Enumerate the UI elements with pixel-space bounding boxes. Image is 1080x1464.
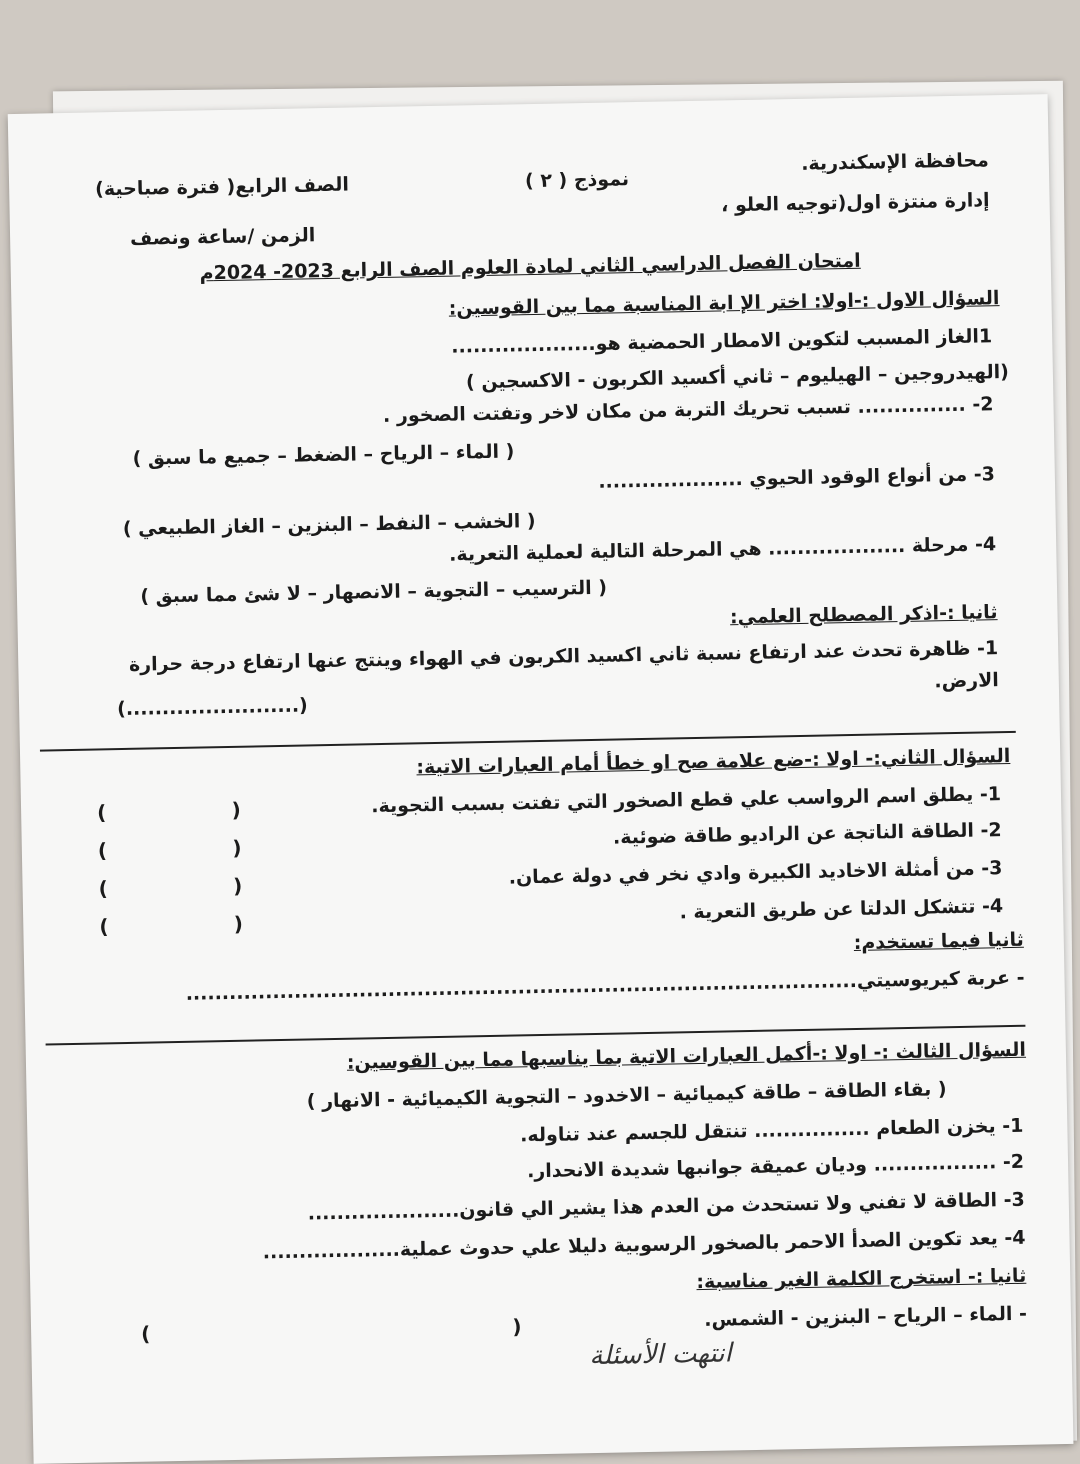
q3-part2-title: ثانيا :- استخرج الكلمة الغير مناسبة: — [696, 1264, 1027, 1294]
q1-item-4: 4- مرحلة ................... هي المرحلة التالية لعملية التعرية. — [448, 533, 997, 566]
answer-paren-1: ( ) — [96, 797, 241, 825]
q3-part2-item: - الماء – الرياح – البنزين - الشمس. — [704, 1302, 1028, 1331]
q3-options: ( بقاء الطاقة – طاقة كيميائية – الاخدود – التجوية الكيميائية - الانهار ) — [306, 1078, 947, 1113]
q1-title: السؤال الاول :-اولا: اختر الإ ابة المناسبة مما بين القوسين: — [448, 287, 1000, 320]
q3-title: السؤال الثالث :- اولا :-أكمل العبارات الاتية بما يناسبها مما بين القوسين: — [346, 1038, 1027, 1074]
q1-part2-line2: الارض. — [934, 669, 999, 693]
q1-item-3: 3- من أنواع الوقود الحيوي .................... — [598, 463, 996, 493]
answer-paren-3: ( ) — [98, 873, 243, 901]
q1-options-2: ( الماء – الرياح – الضغط – جميع ما سبق ) — [132, 440, 515, 470]
q1-part2-line1: 1- ظاهرة تحدث عند ارتفاع نسبة ثاني اكسيد الكربون في الهواء وينتج عنها ارتفاع درجة حرارة — [128, 637, 999, 676]
q2-item-4: 4- تتشكل الدلتا عن طريق التعرية . — [679, 895, 1004, 924]
q3-item-2: 2- ................. وديان عميقة جوانبها شديدة الانحدار. — [526, 1150, 1025, 1183]
q2-item-2: 2- الطاقة الناتجة عن الراديو طاقة ضوئية. — [612, 819, 1002, 849]
q1-options-3: ( الخشب – النفط – البنزين – الغاز الطبيعي ) — [122, 510, 536, 540]
q1-item-1: 1الغاز المسبب لتكوين الامطار الحمضية هو.................... — [451, 325, 993, 358]
q2-part2-item: - عربة كيريوسيتي............................................................................................. — [185, 966, 1025, 1005]
q3-item-3: 3- الطاقة لا تفني ولا تستحدث من العدم هذا يشير الي قانون..................... — [307, 1188, 1025, 1225]
governorate-label: محافظة الإسكندرية. — [800, 149, 990, 175]
q2-item-1: 1- يطلق اسم الرواسب علي قطع الصخور التي تفتت بسبب التجوية. — [371, 783, 1002, 818]
q3-item-4: 4- يعد تكوين الصدأ الاحمر بالصخور الرسوبية دليلا علي حدوث عملية................... — [262, 1226, 1026, 1264]
exam-paper — [8, 94, 1074, 1464]
q1-options-1: (الهيدروجين – الهيليوم – ثاني أكسيد الكربون - الاكسجين ) — [465, 360, 1010, 394]
q3-item-1: 1- يخزن الطعام ................ تنتقل للجسم عند تناوله. — [519, 1114, 1024, 1147]
answer-paren-4: ( ) — [99, 911, 244, 939]
q1-part2-answer: (........................) — [116, 694, 308, 721]
answer-paren-2: ( ) — [97, 835, 242, 863]
q2-title: السؤال الثاني:- اولا :-ضع علامة صح او خطأ أمام العبارات الاتية: — [416, 744, 1011, 779]
duration-label: الزمن /ساعة ونصف — [129, 224, 316, 250]
q2-part2-title: ثانيا فيما تستخدم: — [853, 928, 1024, 954]
q1-part2-title: ثانيا :-اذكر المصطلح العلمي: — [729, 601, 998, 629]
q3-answer-paren: ( ) — [140, 1314, 522, 1346]
q1-options-4: ( الترسيب – التجوية – الانصهار – لا شئ مما سبق ) — [140, 576, 608, 608]
administration-label: إدارة منتزة اول(توجيه العلو ، — [720, 189, 990, 217]
model-label: نموذج ( ٢ ) — [524, 168, 630, 193]
q1-item-2: 2- ............... تسبب تحريك التربة من مكان لاخر وتفتت الصخور . — [382, 393, 994, 427]
exam-title: امتحان الفصل الدراسي الثاني لمادة العلوم الصف الرابع 2023- 2024م — [199, 249, 861, 285]
q2-item-3: 3- من أمثلة الاخاديد الكبيرة وادي نخر في دولة عمان. — [508, 857, 1003, 889]
end-signature: انتهت الأسئلة — [589, 1338, 732, 1372]
grade-label: الصف الرابع( فترة صباحية) — [94, 173, 350, 201]
